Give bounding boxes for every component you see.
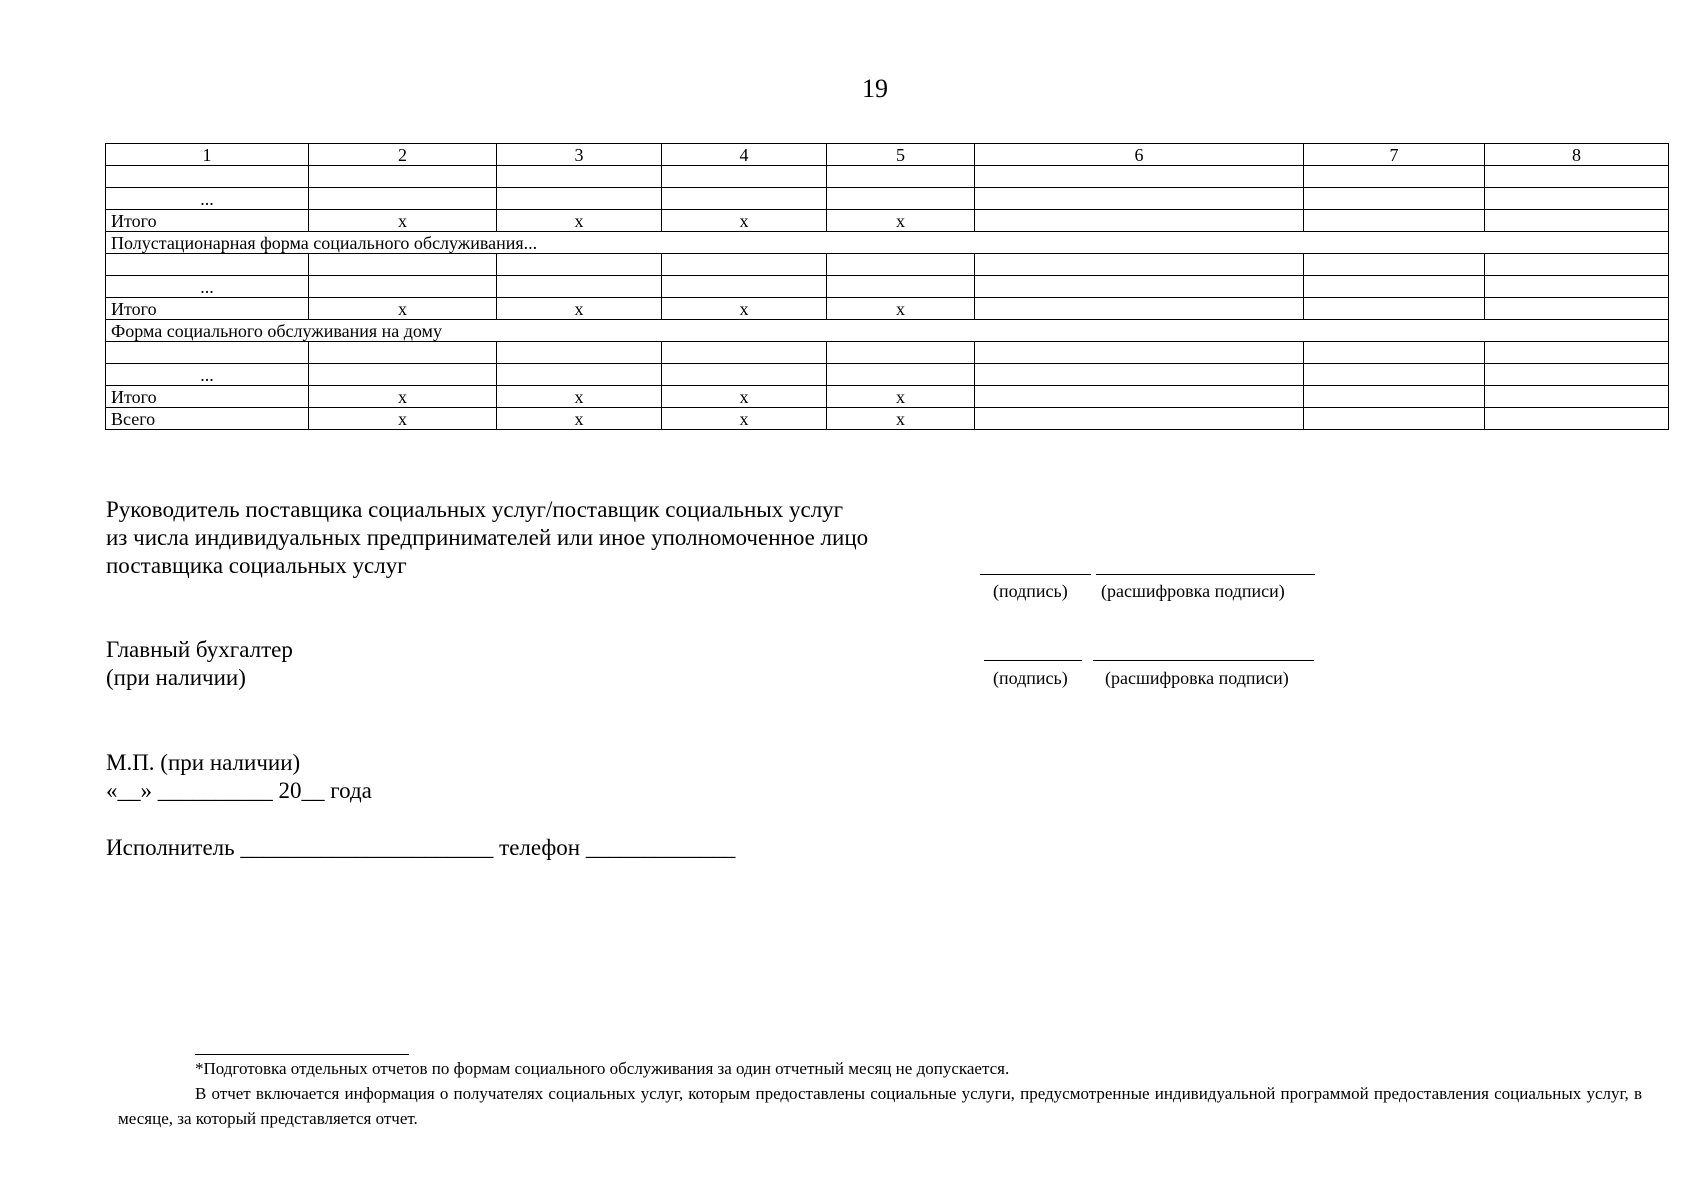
row-label: Итого <box>106 210 309 232</box>
footnote-1: *Подготовка отдельных отчетов по формам социального обслуживания за один отчетный месяц не допускается. <box>195 1059 1010 1078</box>
table-header-row <box>106 144 1669 166</box>
column-header: 3 <box>497 144 662 166</box>
x-mark: x <box>497 298 662 320</box>
column-header: 1 <box>106 144 309 166</box>
x-mark: x <box>309 386 497 408</box>
x-mark: x <box>497 386 662 408</box>
section-label: Полустационарная форма социального обслуживания... <box>106 232 1669 254</box>
table-row <box>106 166 1669 188</box>
accountant-block <box>106 636 293 692</box>
signature-decode-line <box>1096 574 1315 575</box>
subtotal-row <box>106 386 1669 408</box>
x-mark: x <box>497 210 662 232</box>
page-number: 19 <box>862 74 888 103</box>
row-label: Всего <box>106 408 309 430</box>
date-line: «__» __________ 20__ года <box>106 778 372 803</box>
signature-line <box>984 660 1082 661</box>
x-mark: x <box>497 408 662 430</box>
signature-decode-caption: (расшифровка подписи) <box>1105 668 1289 688</box>
head-signatory-line: из числа индивидуальных предпринимателей или иное уполномоченное лицо <box>106 525 869 550</box>
section-row <box>106 232 1669 254</box>
total-row <box>106 408 1669 430</box>
report-table <box>105 143 1669 430</box>
row-label: Итого <box>106 386 309 408</box>
x-mark: x <box>827 210 975 232</box>
head-signatory-block <box>106 496 868 580</box>
x-mark: x <box>662 298 827 320</box>
table-row <box>106 342 1669 364</box>
column-header: 7 <box>1304 144 1485 166</box>
section-label: Форма социального обслуживания на дому <box>106 320 1669 342</box>
subtotal-row <box>106 210 1669 232</box>
column-header: 5 <box>827 144 975 166</box>
column-header: 6 <box>975 144 1304 166</box>
signature-decode-caption: (расшифровка подписи) <box>1101 581 1285 601</box>
table-row <box>106 364 1669 386</box>
footnote-2: В отчет включается информация о получателях социальных услуг, которым предоставлены социальные услуги, предусмотренные индивидуальной программой предоставления социальных услуг, в месяце, за который представляется отчет. <box>118 1084 1642 1128</box>
stamp-label: М.П. (при наличии) <box>106 750 301 775</box>
signature-decode-line <box>1093 660 1314 661</box>
ellipsis-cell: ... <box>106 276 309 298</box>
head-signatory-line: поставщика социальных услуг <box>106 553 407 578</box>
x-mark: x <box>827 408 975 430</box>
footnote-separator <box>195 1054 409 1055</box>
column-header: 8 <box>1485 144 1669 166</box>
table-row <box>106 188 1669 210</box>
table-row <box>106 276 1669 298</box>
stamp-date-block <box>106 749 372 805</box>
row-label: Итого <box>106 298 309 320</box>
x-mark: x <box>309 298 497 320</box>
x-mark: x <box>662 210 827 232</box>
head-signatory-line: Руководитель поставщика социальных услуг/поставщик социальных услуг <box>106 497 844 522</box>
ellipsis-cell: ... <box>106 364 309 386</box>
x-mark: x <box>662 386 827 408</box>
section-row <box>106 320 1669 342</box>
executor-line: Исполнитель ______________________ телефон _____________ <box>106 835 736 860</box>
accountant-title: Главный бухгалтер <box>106 637 293 662</box>
column-header: 4 <box>662 144 827 166</box>
signature-line <box>980 574 1091 575</box>
ellipsis-cell: ... <box>106 188 309 210</box>
column-header: 2 <box>309 144 497 166</box>
x-mark: x <box>309 408 497 430</box>
accountant-note: (при наличии) <box>106 665 246 690</box>
table-row <box>106 254 1669 276</box>
x-mark: x <box>827 386 975 408</box>
x-mark: x <box>662 408 827 430</box>
subtotal-row <box>106 298 1669 320</box>
x-mark: x <box>827 298 975 320</box>
signature-caption: (подпись) <box>993 668 1068 688</box>
signature-caption: (подпись) <box>993 581 1068 601</box>
x-mark: x <box>309 210 497 232</box>
